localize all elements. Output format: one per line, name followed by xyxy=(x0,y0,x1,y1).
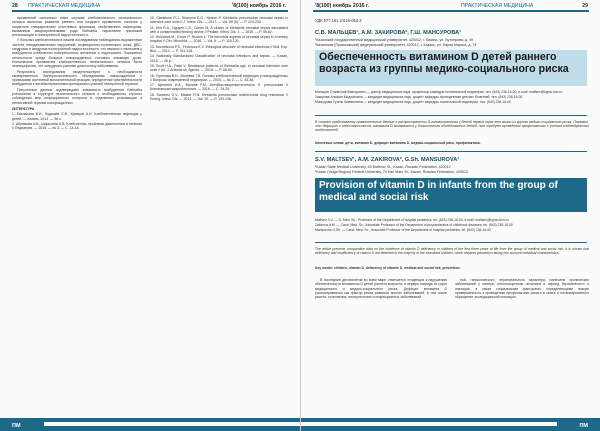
ru-affiliations xyxy=(315,38,587,47)
body-paragraph: В последние десятилетия во всем мире отмечается тенденция к нарушению обеспеченности витамином D детей раннего возраста, в первую очередь из групп медицинского и медико-социального риска. Дефицит витамина D рассматривается как фактор риска развития многих заболеваний, в том числе рахита, остеопении, аллергических и инфекционных заболеваний. xyxy=(315,278,447,300)
reference-item: 16. Горелова В.Н., Валеева Т.В. Основы клебсиеллезной инфекции у новорожденных // Вопросы современной педиатрии. — 2015. — № 2. — С. 33-38. xyxy=(150,73,288,82)
reference-item: 10. Gladstone R.J., Shannon E.G., Nelson P. Klebsiella pneumoniae neonatal sepsis in intensive care units // J. Infect. Dis. — 2017. — Vol. 89 (5). — P. 224-230. xyxy=(150,16,288,25)
footer-tag: ПМ xyxy=(12,423,21,429)
reference-item: 17. Щетинин И.А., Валиев Р.М. Антибиотикорезистентность K. pneumoniae // Клиническая микробиология. — 2016. — С. 24-29. xyxy=(150,83,288,92)
divider xyxy=(315,115,587,116)
contact-line: Мансурова Гузель Шамилевна — кандидат медицинских наук, доцент кафедры госпитальной педиатрии, тел. (843) 236-16-00 xyxy=(315,100,511,105)
footer-tag: ПМ xyxy=(579,423,588,429)
contact-line: Закирова Альфия Мидхатовна — кандидат медицинских наук, доцент кафедры пропедевтики детских болезней, тел. (843) 236-16-00 xyxy=(315,95,523,100)
body-paragraph: У больных клебсиеллезом в нашем исследовании наблюдались выраженные частота гемодинамических нарушений, инфекционно-токсического шока, ДВС-синдрома и синдрома полиорганной недостаточности, что связано с наличием у возбудителя клебсиеллы поверхностных антигенов и эндотоксина. Показатель летальности среди больных новорожденных составил значимую долю. Клинические проявления клебсиеллезного неонатального сепсиса были неспецифичны, что затрудняло раннюю диагностику заболевания. xyxy=(12,38,142,69)
en-contacts xyxy=(315,218,589,234)
reference-item: 1. Бакланова В.И., Кудашев С.В., Кривцов А.И. Клебсиеллезная инфекция у детей. — Казань, 2014. — 96 с. xyxy=(12,112,142,121)
footer-stripe xyxy=(301,422,557,426)
reference-item: 14. Nationally Standardized Classification of neonatal infections and sepsis. — Kazan, 2015. — 45 p. xyxy=(150,54,288,63)
footer-stripe xyxy=(44,422,300,426)
affiliation-line: ¹Kazan State Medical University, 49 Butlerov St., Kazan, Russian Federation, 420012 xyxy=(315,165,451,169)
running-head-issue: '8(100) ноябрь 2016 г. xyxy=(315,3,369,9)
ru-authors: С.В. МАЛЬЦЕВ¹, А.М. ЗАКИРОВА², Г.Ш. МАНСУРОВА¹ xyxy=(315,30,462,36)
page-number: 29 xyxy=(582,3,588,9)
right-column-2 xyxy=(455,278,589,412)
ru-abstract: В статье представлены сравнительные данные о распространении D-гиповитаминоза у детей первых трех лет жизни из группы медико-социального риска. Показано, что дефицит и недостаточность витамина D выявляются у большинства обследованных детей, что требует проведения профилактики с учетом индивидуальных особенностей. xyxy=(315,120,589,133)
reference-item: 2. Абрамова А.В., Шарыгина А.В. Клебсиеллы: проблемы диагностики и лечения // Педиатрия. — 2015. — № 3. — С. 14-18. xyxy=(12,121,142,131)
en-authors: S.V. MALTSEV¹, A.M. ZAKIROVA², G.Sh. MANSUROVA¹ xyxy=(315,157,460,163)
contact-line: Мальцев Станислав Викторович — доктор медицинских наук, профессор кафедры госпитальной педиатрии, тел. (843) 236-16-00, e-mail: maltsev@kgmu.kcn.ru xyxy=(315,90,563,94)
running-head-issue: '8(100) ноябрь 2016 г. xyxy=(232,3,286,9)
reference-item: 18. Sanchez G.V., Master R.N. Klebsiella pneumoniae antimicrobial drug resistance // Emerg. Infect. Dis. — 2013. — Vol. 19. — P. 133-136. xyxy=(150,92,288,102)
contact-line: Zakirova A.M. — Cand. Med. Sc., Associate Professor of the Department of propaedeutics of childhood diseases, tel. (843) 236-16-00 xyxy=(315,223,513,228)
page-number: 28 xyxy=(12,3,18,9)
body-paragraph: проявлений описанных ниже случаев клебсиеллезного неонатального сепсиса являлось развитие раннего или позднего проявления, наличие у пациентов специфических отчетливых признаков, свойственных инфекциям, вызванным микроорганизмами рода Klebsiella, нарастание признаков интоксикации и полиорганной недостаточности. xyxy=(12,16,142,38)
body-paragraph: Полученные данные подтверждают значимость возбудителя Klebsiella pneumoniae в структуре неонатального сепсиса и необходимость строгого соблюдения мер инфекционного контроля в отделениях реанимации и интенсивной терапии новорожденных. xyxy=(12,87,142,105)
contact-line: Mansurova G.Sh. — Cand. Med. Sc., Associate Professor of the Department of hospital pediatrics, tel. (843) 236-16-00 xyxy=(315,228,492,233)
divider xyxy=(315,242,587,243)
en-affiliations xyxy=(315,165,587,174)
en-keywords: Key words: children, vitamin D, deficiency of vitamin D, medical and social risk, prevention. xyxy=(315,266,461,270)
running-head-section: ПРАКТИЧЕСКАЯ МЕДИЦИНА xyxy=(461,3,534,9)
affiliation-line: ²Kazan (Volga Region) Federal University, 74 Karl Marx St., Kazan, Russian Federation, 420012 xyxy=(315,169,468,174)
reference-item: 13. Kuznetsova P.S., Fedorova E.V. Etiological structure of neonatal infections // Bull. Exp. Biol. — 2014. — P. 311-318. xyxy=(150,44,288,54)
reference-item: 12. Holodova M., Grove P., Buxton L. The microbial aspects of neonatal sepsis in a tertiary hospital // Clin. Microbiol. — 2016. — Vol. 8. — P. 115-120. xyxy=(150,35,288,44)
reference-item: 15. Scott H.A., Patel V. Resistance patterns of Klebsiella spp. in neonatal intensive care units // Int. J. Antimicrob. Agents. — 2016. — P. 88-94. xyxy=(150,63,288,73)
body-paragraph: Результаты исследования свидетельствуют о необходимости своевременного бактериологического обследования новорожденных с признаками системной воспалительной реакции, определения чувствительности возбудителя к антибактериальным препаратам и ранней этиотропной терапии. xyxy=(12,69,142,87)
body-paragraph: ной, гипоксического, перинатального характера, наличием хронических заболеваний у матери, неполноценным питанием в период беременности и лактации, а также социальными факторами, определяющими низкую приверженность к проведению профилактики рахита в семье и несвоевременное обращение за медицинской помощью. xyxy=(455,278,589,300)
affiliation-line: ²Казанская (Приволжский) федеральный университет, 420012, г. Казань, ул. Карла Маркса, д. 74 xyxy=(315,42,477,47)
left-column-2 xyxy=(150,16,288,414)
header-rule xyxy=(12,10,288,12)
contact-line: Maltsev S.V. — D. Med. Sc., Professor of the Department of hospital pediatrics, tel. (843) 236-16-00, e-mail: maltsev@kgmu.kcn.ru xyxy=(315,218,509,222)
references-header: ЛИТЕРАТУРА xyxy=(12,106,35,111)
ru-contacts xyxy=(315,90,589,106)
affiliation-line: ¹Казанский государственный медицинский университет, 420012, г. Казань, ул. Бутлерова, д. 49 xyxy=(315,38,473,42)
reference-item: 11. Kim R.A., Nguyen L.S., Cohen M. A cluster of Klebsiella neonatal sepsis associated with a contaminated feeding device // Pediatr. Infect. Dis. J. — 2015. — P. 55-62. xyxy=(150,25,288,34)
udc-code: УДК 577.161.2:616-053.2 xyxy=(315,18,362,23)
ru-keywords: Ключевые слова: дети, витамин D, дефицит витамина D, медико-социальный риск, профилактика. xyxy=(315,141,481,145)
right-column-1 xyxy=(315,278,447,412)
right-page xyxy=(300,0,600,431)
left-column-1 xyxy=(12,16,142,414)
en-title: Provision of vitamin D in infants from the group of medical and social risk xyxy=(319,180,558,204)
divider xyxy=(315,151,587,152)
running-head-section: ПРАКТИЧЕСКАЯ МЕДИЦИНА xyxy=(28,3,101,9)
ru-title: Обеспеченность витамином D детей раннего возраста из группы медико-социального риска xyxy=(319,51,569,76)
en-abstract: The article presents comparative data on the incidence of vitamin D deficiency in children of the first three years of life from the group of medical and social risk. It is shown that deficiency and insufficiency of vitamin D are detected in the majority of the examined children, which requires prevention taking into account individual characteristics. xyxy=(315,247,589,256)
header-rule xyxy=(313,10,589,12)
